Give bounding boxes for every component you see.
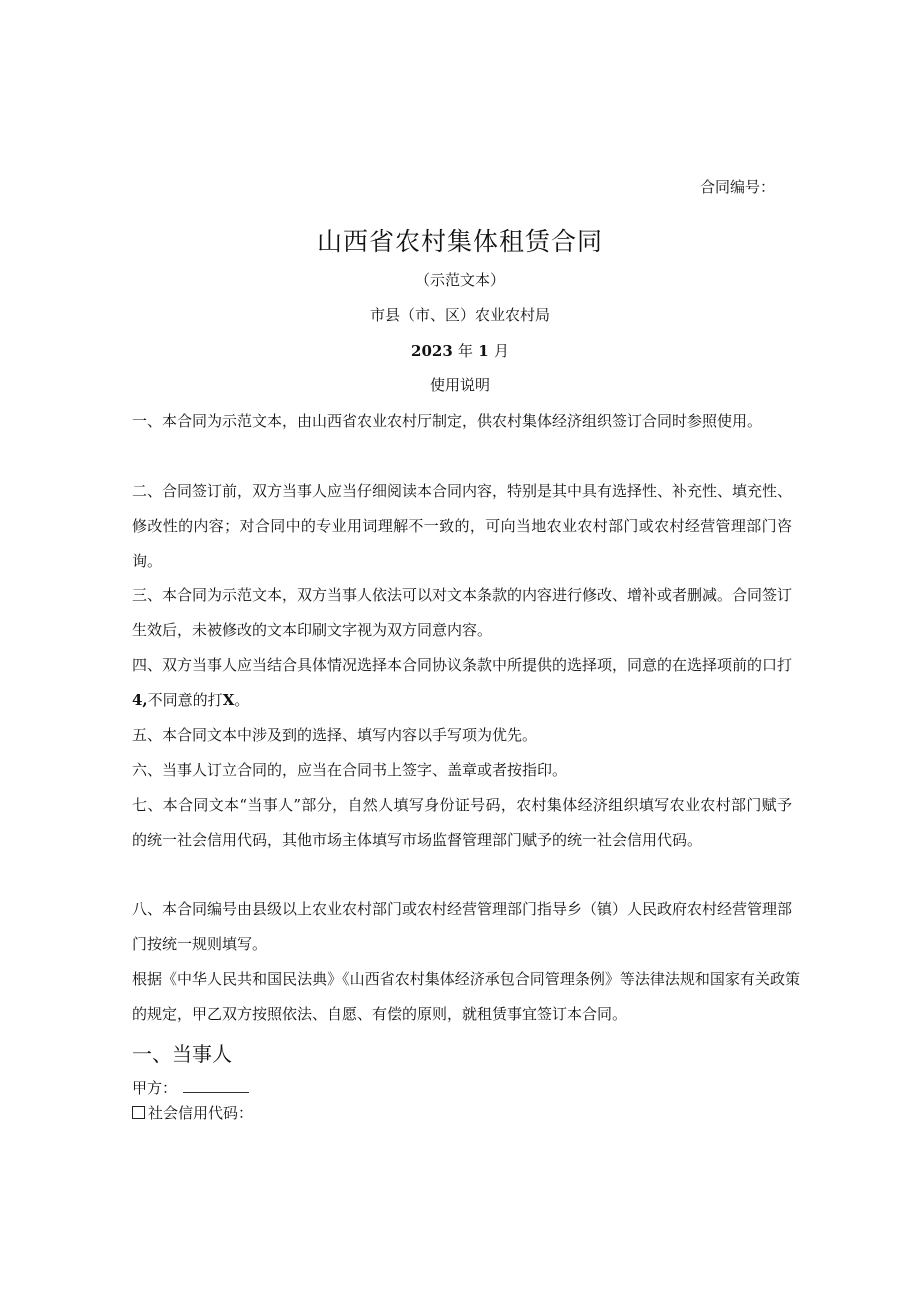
instruction-item-1: [132, 404, 792, 439]
section-heading-parties: 一、当事人: [132, 1042, 232, 1066]
instruction-text: [132, 648, 792, 718]
party-a-label: 甲方：: [132, 1079, 178, 1097]
usage-instructions-heading: 使用说明: [429, 376, 490, 394]
contract-preamble: [132, 962, 800, 1032]
instruction-text: 六、当事人订立合同的，应当在合同书上签字、盖章或者按指印。: [132, 761, 568, 779]
issue-month-unit: 月: [493, 342, 509, 360]
preamble-text: 根据《中华人民共和国民法典》《山西省农村集体经济承包合同管理条例》等法律法规和国家有关政策的规定，甲乙双方按照依法、自愿、有偿的原则，就租赁事宜签订本合同。: [132, 970, 800, 1023]
instruction-item-8: [132, 892, 792, 962]
instruction-item-2: [132, 474, 792, 579]
credit-code-label: 社会信用代码：: [148, 1104, 254, 1122]
credit-code-row: [132, 1102, 253, 1123]
credit-code-checkbox[interactable]: [132, 1106, 145, 1119]
instruction-item-5: [132, 718, 792, 753]
instruction-item-3: [132, 578, 792, 648]
party-a-row: [132, 1077, 249, 1098]
party-a-fill-line[interactable]: [183, 1078, 249, 1093]
issue-month: 1: [478, 342, 489, 360]
instruction-4-text-e: 。: [234, 691, 250, 709]
contract-number-label: 合同编号：: [700, 178, 776, 196]
instruction-item-7: [132, 788, 792, 858]
document-title: 山西省农村集体租赁合同: [316, 227, 603, 256]
document-subtitle: （示范文本）: [414, 271, 505, 289]
instruction-text: 二、合同签订前，双方当事人应当仔细阅读本合同内容，特别是其中具有选择性、补充性、填充性、修改性的内容；对合同中的专业用词理解不一致的，可向当地农业农村部门或农村经营管理部门咨询。: [132, 482, 793, 570]
issue-year-unit: 年: [458, 342, 474, 360]
instruction-item-6: [132, 753, 792, 788]
instruction-item-4: [132, 648, 792, 718]
instruction-text: 一、本合同为示范文本，由山西省农业农村厅制定，供农村集体经济组织签订合同时参照使用。: [132, 412, 763, 430]
issue-date: [0, 340, 920, 361]
instruction-text: 七、本合同文本“当事人”部分，自然人填写身份证号码，农村集体经济组织填写农业农村部门赋予的统一社会信用代码，其他市场主体填写市场监督管理部门赋予的统一社会信用代码。: [132, 796, 792, 849]
instruction-4-text-c: 不同意的打: [147, 691, 223, 709]
agree-mark: 4,: [132, 691, 148, 709]
instruction-4-text-a: 四、双方当事人应当结合具体情况选择本合同协议条款中所提供的选择项，同意的在选择项前的口打: [132, 656, 793, 674]
issue-year: 2023: [411, 342, 453, 360]
instruction-text: 八、本合同编号由县级以上农业农村部门或农村经营管理部门指导乡（镇）人民政府农村经营管理部门按统一规则填写。: [132, 900, 793, 953]
issuing-authority: 市县（市、区）农业农村局: [369, 306, 550, 324]
instruction-text: 五、本合同文本中涉及到的选择、填写内容以手写项为优先。: [132, 726, 538, 744]
instruction-text: 三、本合同为示范文本，双方当事人依法可以对文本条款的内容进行修改、增补或者删减。合同签订生效后，未被修改的文本印刷文字视为双方同意内容。: [132, 586, 793, 639]
disagree-mark: X: [222, 691, 235, 709]
